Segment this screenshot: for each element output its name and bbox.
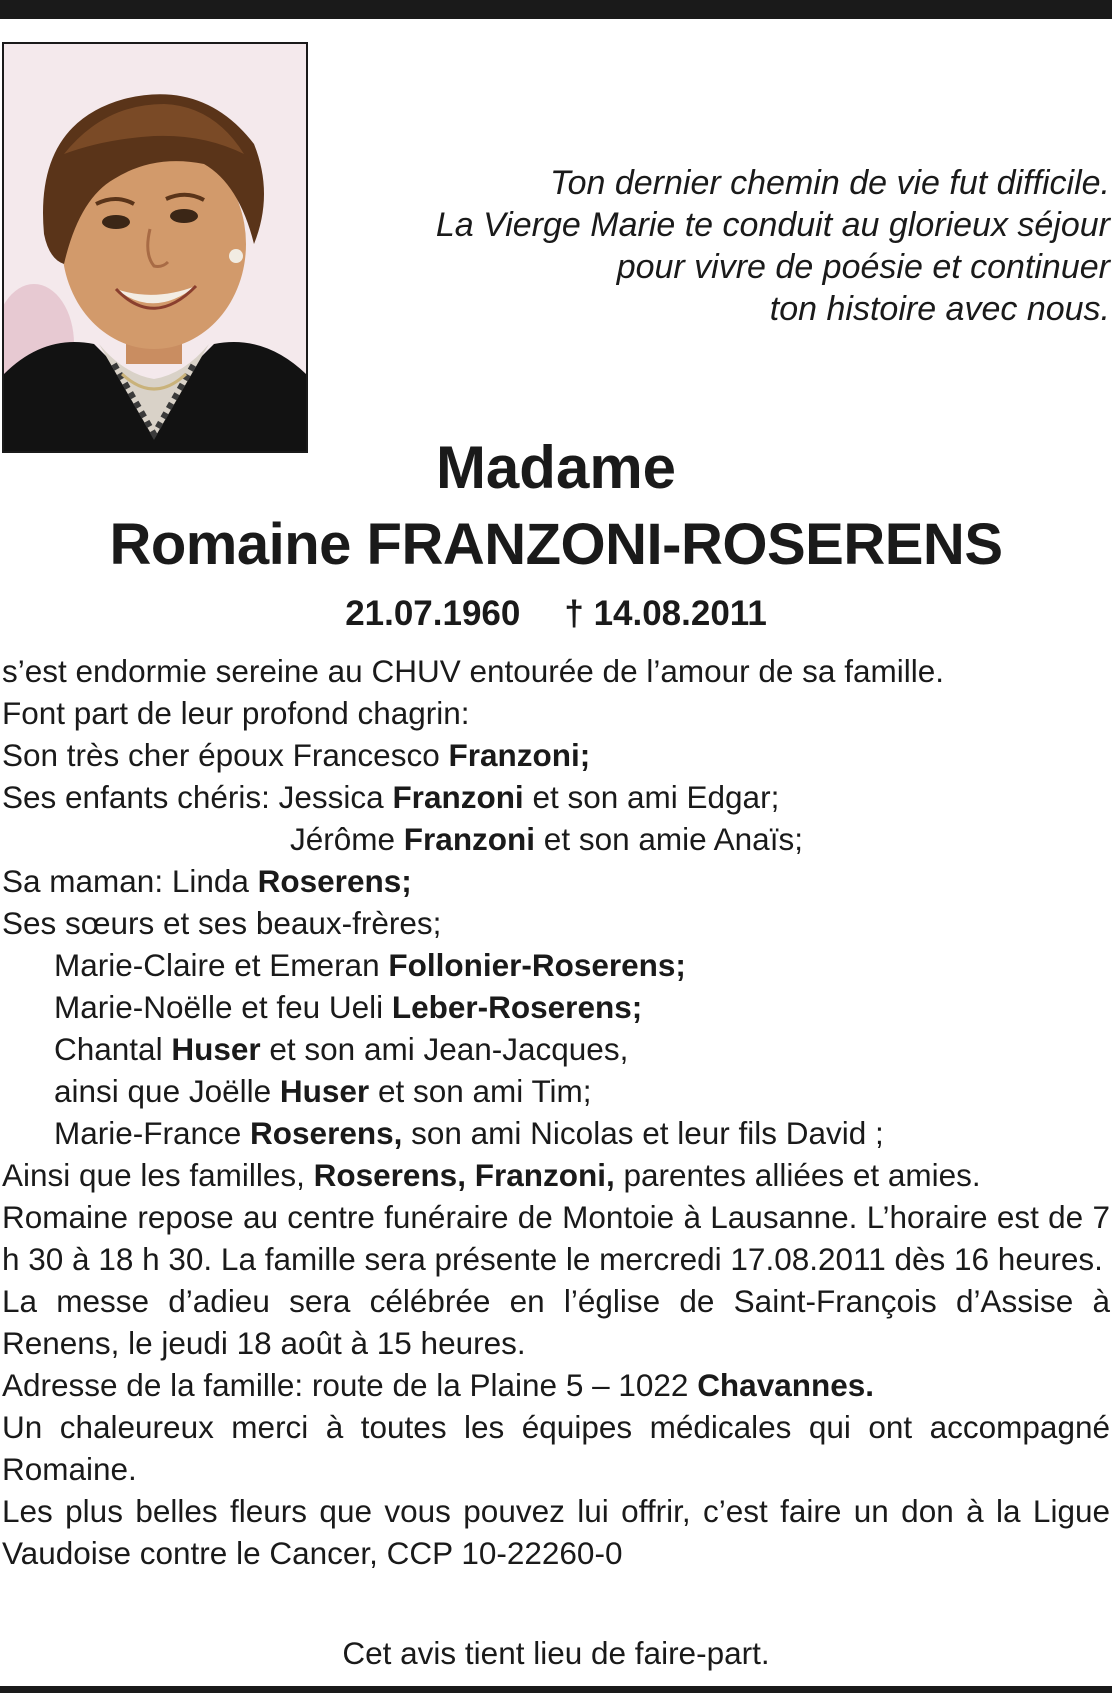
text-span: Marie-Claire et Emeran (54, 947, 389, 983)
cross-icon: † (564, 594, 584, 633)
family-name: Franzoni; (448, 737, 591, 773)
bottom-rule (0, 1686, 1112, 1693)
text-line (2, 1028, 1110, 1070)
text-line: Font part de leur profond chagrin: (2, 695, 470, 731)
portrait-photo (2, 42, 308, 453)
text-span: parentes alliées et amies. (614, 1157, 981, 1193)
text-span: Sa maman: Linda (2, 863, 258, 899)
text-span: et son ami Edgar; (523, 779, 780, 815)
birth-date: 21.07.1960 (345, 594, 521, 633)
text-line (2, 818, 1110, 860)
text-line: Ses sœurs et ses beaux-frères; (2, 905, 442, 941)
text-line (2, 776, 1110, 818)
text-span: et son ami Jean-Jacques, (260, 1031, 629, 1067)
family-name: Huser (279, 1073, 370, 1109)
death-date: 14.08.2011 (593, 594, 767, 633)
family-name: Roserens, Franzoni, (313, 1157, 615, 1193)
poem-line: pour vivre de poésie et continuer (616, 248, 1110, 286)
poem-line: La Vierge Marie te conduit au glorieux séjour (435, 206, 1110, 244)
viewing-paragraph: Romaine repose au centre funéraire de Montoie à Lausanne. L’horaire est de 7 h 30 à 18 h 30. La famille sera présente le mercredi 17.08.2011 dès 16 heures. (2, 1199, 1110, 1277)
text-span: Adresse de la famille: route de la Plaine 5 – 1022 (2, 1367, 698, 1403)
poem-line: ton histoire avec nous. (769, 290, 1110, 328)
family-name: Franzoni (403, 821, 536, 857)
text-span: Marie-France (54, 1115, 251, 1151)
text-line (2, 1154, 1110, 1196)
text-line (2, 860, 1110, 902)
text-span: son ami Nicolas et leur fils David ; (402, 1115, 884, 1151)
family-name: Huser (171, 1031, 261, 1067)
text-span: et son amie Anaïs; (535, 821, 803, 857)
family-name: Leber-Roserens; (391, 989, 643, 1025)
family-name: Roserens; (257, 863, 412, 899)
honorific: Madame (435, 434, 677, 501)
portrait-illustration (4, 44, 306, 451)
text-line (2, 1070, 1110, 1112)
notice-body (2, 650, 1110, 1574)
text-line (2, 1112, 1110, 1154)
family-name: Follonier-Roserens; (388, 947, 686, 983)
text-line: s’est endormie sereine au CHUV entourée de l’amour de sa famille. (2, 653, 944, 689)
text-span: Son très cher époux Francesco (2, 737, 449, 773)
text-span: Chantal (54, 1031, 172, 1067)
text-span: Marie-Noëlle et feu Ueli (54, 989, 392, 1025)
text-span: Jérôme (290, 821, 404, 857)
poem (390, 162, 1110, 330)
family-name: Roserens, (250, 1115, 403, 1151)
address-line (2, 1364, 1110, 1406)
closing-note: Cet avis tient lieu de faire-part. (342, 1635, 770, 1671)
text-span: Ses enfants chéris: Jessica (2, 779, 393, 815)
text-span: Ainsi que les familles, (2, 1157, 314, 1193)
poem-line: Ton dernier chemin de vie fut difficile. (549, 164, 1110, 202)
text-span: ainsi que Joëlle (54, 1073, 280, 1109)
text-line (2, 944, 1110, 986)
thanks-paragraph: Un chaleureux merci à toutes les équipes médicales qui ont accompagné Romaine. (2, 1409, 1110, 1487)
dates (0, 591, 1112, 637)
deceased-name: Romaine FRANZONI-ROSERENS (109, 512, 1003, 577)
text-span: et son ami Tim; (369, 1073, 592, 1109)
text-line (2, 986, 1110, 1028)
top-rule (0, 0, 1112, 19)
family-name: Franzoni (392, 779, 524, 815)
donation-paragraph: Les plus belles fleurs que vous pouvez lui offrir, c’est faire un don à la Ligue Vaudoise contre le Cancer, CCP 10-22260-0 (2, 1493, 1110, 1571)
town-name: Chavannes. (697, 1367, 875, 1403)
text-line (2, 734, 1110, 776)
mass-paragraph: La messe d’adieu sera célébrée en l’église de Saint-François d’Assise à Renens, le jeudi 18 août à 15 heures. (2, 1283, 1110, 1361)
